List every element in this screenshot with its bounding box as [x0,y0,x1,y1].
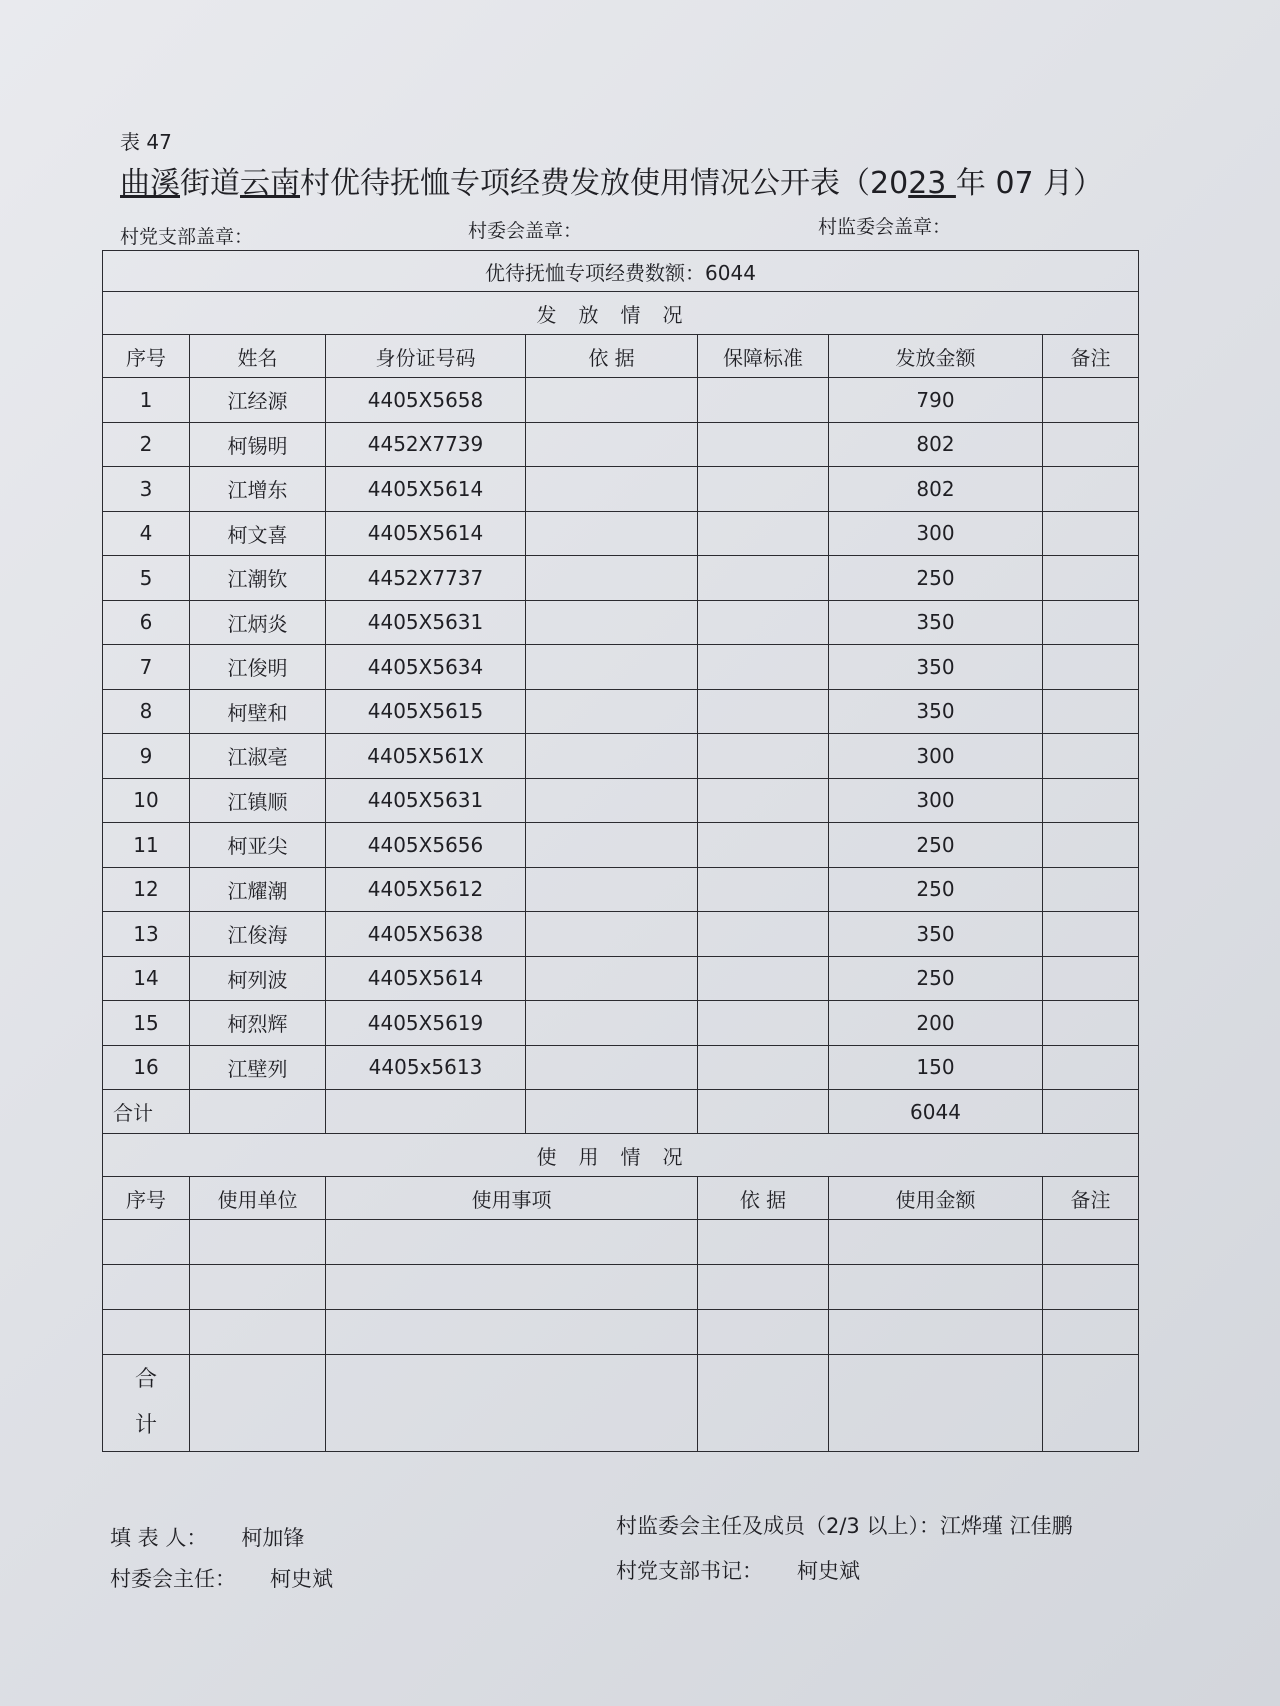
title-main: 村优待抚恤专项经费发放使用情况公开表（20 [300,166,909,201]
row-basis [526,378,698,423]
empty-cell [190,1265,326,1310]
director-line [110,1563,333,1593]
row-basis [526,778,698,823]
committee-seal-label: 村委会盖章： [468,220,583,242]
filler-label: 填 表 人： [110,1526,208,1550]
col-header-standard: 保障标准 [698,335,829,378]
row-amount: 350 [829,912,1043,957]
row-basis [526,1045,698,1090]
table-row [103,378,1139,423]
empty-cell [1043,1220,1139,1265]
row-basis [526,734,698,779]
row-name: 柯锡明 [190,422,326,467]
empty-cell [190,1220,326,1265]
row-id-number: 4405X5612 [326,867,526,912]
row-standard [698,467,829,512]
empty-cell [526,1090,698,1134]
row-no: 9 [103,734,190,779]
row-amount: 250 [829,823,1043,868]
row-basis [526,912,698,957]
row-id-number: 4405x5613 [326,1045,526,1090]
row-standard [698,734,829,779]
row-amount: 300 [829,511,1043,556]
row-basis [526,645,698,690]
row-standard [698,511,829,556]
empty-cell [698,1090,829,1134]
fund-amount-row [103,251,1139,292]
party-seal-label: 村党支部盖章： [120,226,254,248]
row-remark [1043,1001,1139,1046]
empty-cell [1043,1355,1139,1452]
row-id-number: 4405X5656 [326,823,526,868]
row-no: 11 [103,823,190,868]
row-remark [1043,867,1139,912]
row-no: 4 [103,511,190,556]
empty-cell [829,1310,1043,1355]
usage-section-row [103,1134,1139,1177]
row-id-number: 4405X5619 [326,1001,526,1046]
row-amount: 802 [829,422,1043,467]
secretary-label: 村党支部书记： [616,1559,763,1583]
row-basis [526,511,698,556]
row-remark [1043,422,1139,467]
row-no: 6 [103,600,190,645]
table-row [103,689,1139,734]
col-header-name: 姓名 [190,335,326,378]
title-village: 云南 [240,166,300,201]
row-name: 柯亚尖 [190,823,326,868]
row-basis [526,600,698,645]
empty-cell [698,1355,829,1452]
row-basis [526,556,698,601]
col-header-amount: 发放金额 [829,335,1043,378]
table-row [103,734,1139,779]
empty-cell [829,1265,1043,1310]
row-name: 柯列波 [190,956,326,1001]
issue-section-title: 发放情况 [103,292,1139,335]
row-name: 江增东 [190,467,326,512]
col-header-id: 身份证号码 [326,335,526,378]
row-id-number: 4405X5614 [326,956,526,1001]
row-name: 江俊海 [190,912,326,957]
usage-row [103,1220,1139,1265]
table-row [103,1001,1139,1046]
row-remark [1043,823,1139,868]
row-remark [1043,556,1139,601]
table-row [103,912,1139,957]
issue-total-label: 合计 [103,1090,190,1134]
row-basis [526,823,698,868]
empty-cell [326,1220,698,1265]
empty-cell [103,1265,190,1310]
row-amount: 350 [829,600,1043,645]
usage-header-row [103,1177,1139,1220]
table-row [103,511,1139,556]
row-no: 7 [103,645,190,690]
usage-header-remark: 备注 [1043,1177,1139,1220]
empty-cell [103,1310,190,1355]
row-remark [1043,956,1139,1001]
row-no: 1 [103,378,190,423]
row-name: 江炳炎 [190,600,326,645]
row-amount: 250 [829,867,1043,912]
empty-cell [829,1355,1043,1452]
row-no: 10 [103,778,190,823]
table-row [103,956,1139,1001]
table-row [103,867,1139,912]
table-row [103,467,1139,512]
row-no: 12 [103,867,190,912]
row-id-number: 4452X7739 [326,422,526,467]
row-remark [1043,778,1139,823]
row-standard [698,778,829,823]
empty-cell [326,1355,698,1452]
row-id-number: 4405X5658 [326,378,526,423]
row-id-number: 4405X5615 [326,689,526,734]
row-no: 3 [103,467,190,512]
table-row [103,823,1139,868]
row-amount: 300 [829,778,1043,823]
table-row [103,778,1139,823]
director-label: 村委会主任： [110,1567,236,1591]
table-row [103,1045,1139,1090]
usage-header-item: 使用事项 [326,1177,698,1220]
empty-cell [326,1265,698,1310]
row-remark [1043,734,1139,779]
row-remark [1043,378,1139,423]
usage-row [103,1265,1139,1310]
row-no: 5 [103,556,190,601]
row-standard [698,556,829,601]
row-no: 13 [103,912,190,957]
row-id-number: 4405X5614 [326,467,526,512]
usage-section-title: 使用情况 [103,1134,1139,1177]
disclosure-table [102,250,1139,1452]
empty-cell [326,1090,526,1134]
usage-header-basis: 依 据 [698,1177,829,1220]
row-standard [698,1045,829,1090]
issue-total-amount: 6044 [829,1090,1043,1134]
row-id-number: 4405X5638 [326,912,526,957]
table-number: 表 47 [120,130,172,154]
row-name: 江潮钦 [190,556,326,601]
supervision-seal-label: 村监委会盖章： [818,216,952,238]
row-remark [1043,912,1139,957]
row-name: 江壁列 [190,1045,326,1090]
row-name: 柯壁和 [190,689,326,734]
empty-cell [698,1310,829,1355]
title-year: 23 [908,166,956,201]
supervision-names: 江烨瑾 江佳鹏 [939,1514,1073,1538]
row-standard [698,867,829,912]
row-remark [1043,511,1139,556]
secretary-name: 柯史斌 [797,1559,860,1583]
row-amount: 150 [829,1045,1043,1090]
row-basis [526,467,698,512]
empty-cell [190,1090,326,1134]
supervision-label: 村监委会主任及成员（2/3 以上）： [616,1514,940,1538]
usage-header-unit: 使用单位 [190,1177,326,1220]
row-standard [698,912,829,957]
row-basis [526,422,698,467]
row-remark [1043,689,1139,734]
director-name: 柯史斌 [270,1567,333,1591]
page-title [120,158,1103,202]
row-name: 江镇顺 [190,778,326,823]
row-id-number: 4405X5631 [326,778,526,823]
empty-cell [190,1355,326,1452]
row-amount: 350 [829,689,1043,734]
title-month: 年 07 月） [955,166,1104,201]
row-standard [698,645,829,690]
fund-amount: 优待抚恤专项经费数额：6044 [103,251,1139,292]
empty-cell [326,1310,698,1355]
row-remark [1043,645,1139,690]
empty-cell [103,1220,190,1265]
row-name: 江俊明 [190,645,326,690]
issue-total-row [103,1090,1139,1134]
empty-cell [190,1310,326,1355]
row-name: 柯烈辉 [190,1001,326,1046]
row-no: 8 [103,689,190,734]
empty-cell [1043,1310,1139,1355]
row-standard [698,1001,829,1046]
row-remark [1043,600,1139,645]
row-no: 2 [103,422,190,467]
row-amount: 802 [829,467,1043,512]
usage-total-row [103,1355,1139,1452]
row-no: 16 [103,1045,190,1090]
empty-cell [1043,1090,1139,1134]
title-town: 曲溪 [120,166,180,201]
title-subdistrict: 街道 [180,166,240,201]
row-standard [698,689,829,734]
usage-total-label [103,1355,190,1452]
usage-header-no: 序号 [103,1177,190,1220]
row-standard [698,378,829,423]
row-basis [526,867,698,912]
row-amount: 250 [829,556,1043,601]
row-remark [1043,1045,1139,1090]
row-basis [526,1001,698,1046]
empty-cell [1043,1265,1139,1310]
row-remark [1043,467,1139,512]
row-basis [526,689,698,734]
row-id-number: 4405X5634 [326,645,526,690]
row-basis [526,956,698,1001]
row-name: 江耀潮 [190,867,326,912]
table-row [103,600,1139,645]
row-id-number: 4452X7737 [326,556,526,601]
col-header-remark: 备注 [1043,335,1139,378]
row-name: 江经源 [190,378,326,423]
supervision-line [616,1510,1073,1540]
row-standard [698,823,829,868]
row-amount: 250 [829,956,1043,1001]
row-amount: 300 [829,734,1043,779]
col-header-basis: 依 据 [526,335,698,378]
row-id-number: 4405X5631 [326,600,526,645]
usage-header-amount: 使用金额 [829,1177,1043,1220]
secretary-line [616,1555,860,1585]
issue-section-row [103,292,1139,335]
filler-name: 柯加锋 [241,1526,305,1550]
row-id-number: 4405X561X [326,734,526,779]
row-standard [698,422,829,467]
empty-cell [829,1220,1043,1265]
usage-total-char-2: 计 [134,1413,157,1438]
row-no: 15 [103,1001,190,1046]
filler-line [110,1522,304,1552]
usage-total-char-1: 合 [134,1367,157,1392]
table-row [103,556,1139,601]
row-name: 江淑亳 [190,734,326,779]
row-amount: 200 [829,1001,1043,1046]
col-header-no: 序号 [103,335,190,378]
usage-row [103,1310,1139,1355]
row-standard [698,956,829,1001]
row-amount: 790 [829,378,1043,423]
row-amount: 350 [829,645,1043,690]
table-row [103,422,1139,467]
table-row [103,645,1139,690]
empty-cell [698,1265,829,1310]
issue-header-row [103,335,1139,378]
empty-cell [698,1220,829,1265]
row-no: 14 [103,956,190,1001]
row-name: 柯文喜 [190,511,326,556]
row-standard [698,600,829,645]
row-id-number: 4405X5614 [326,511,526,556]
